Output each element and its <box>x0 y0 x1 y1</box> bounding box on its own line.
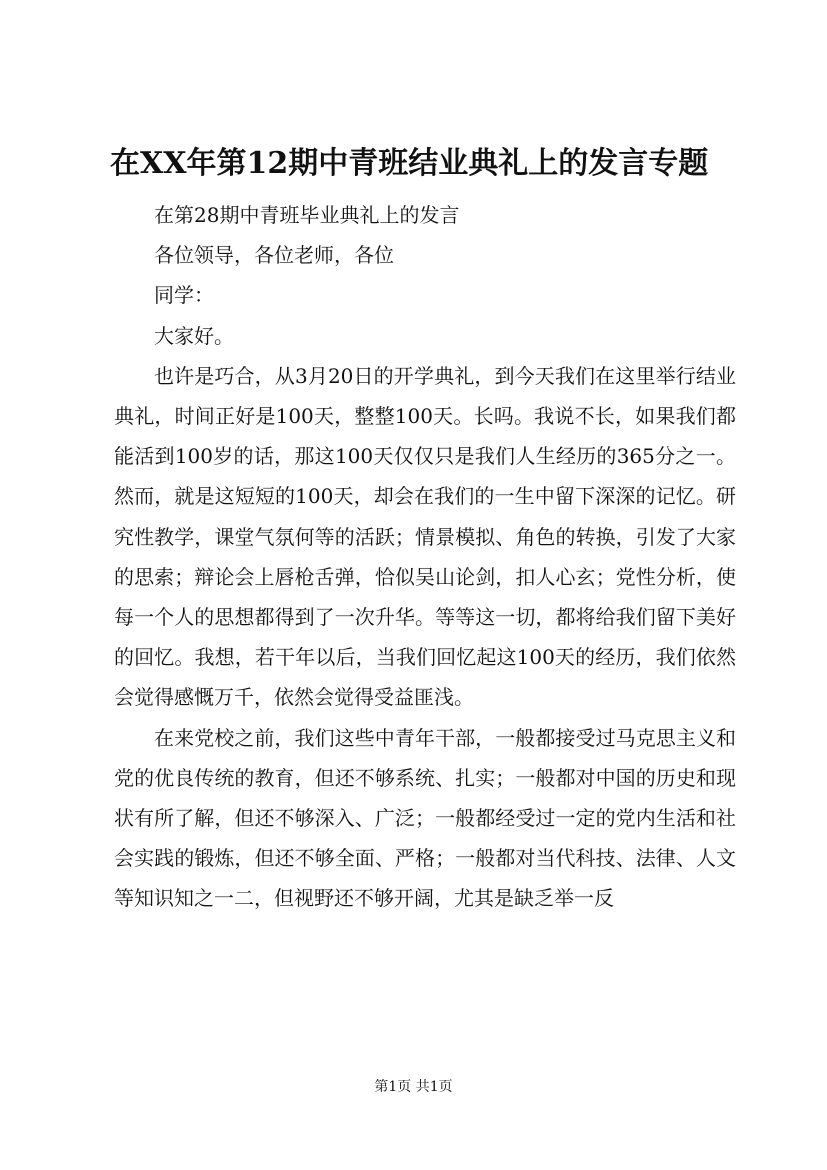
paragraph-body-1: 也许是巧合，从3月20日的开学典礼，到今天我们在这里举行结业典礼，时间正好是100天，整整100天。长吗。我说不长，如果我们都能活到100岁的话，那这100天仅仅只是我们人生经历的365分之一。然而，就是这短短的100天，却会在我们的一生中留下深深的记忆。研究性教学，课堂气氛何等的活跃；情景模拟、角色的转换，引发了大家的思索；辩论会上唇枪舌弹，恰似吴山论剑，扣人心玄；党性分析，使每一个人的思想都得到了一次升华。等等这一切，都将给我们留下美好的回忆。我想，若干年以后，当我们回忆起这100天的经历，我们依然会觉得感慨万千，依然会觉得受益匪浅。 <box>114 363 736 710</box>
paragraph-salutation: 各位领导，各位老师，各位 <box>154 243 394 268</box>
paragraph-greeting: 大家好。 <box>154 323 234 348</box>
document-body <box>114 195 736 919</box>
paragraph-subtitle: 在第28期中青班毕业典礼上的发言 <box>154 203 460 227</box>
paragraph-body-2: 在来党校之前，我们这些中青年干部，一般都接受过马克思主义和党的优良传统的教育，但还不够系统、扎实；一般都对中国的历史和现状有所了解，但还不够深入、广泛；一般都经受过一定的党内生活和社会实践的锻炼，但还不够全面、严格；一般都对当代科技、法律、人文等知识知之一二，但视野还不够开阔，尤其是缺乏举一反 <box>114 725 736 911</box>
paragraph-salutation-cont: 同学： <box>154 283 214 308</box>
document-title: 在XX年第12期中青班结业典礼上的发言专题 <box>110 146 709 181</box>
page-footer: 第1页 共1页 <box>374 1079 453 1095</box>
